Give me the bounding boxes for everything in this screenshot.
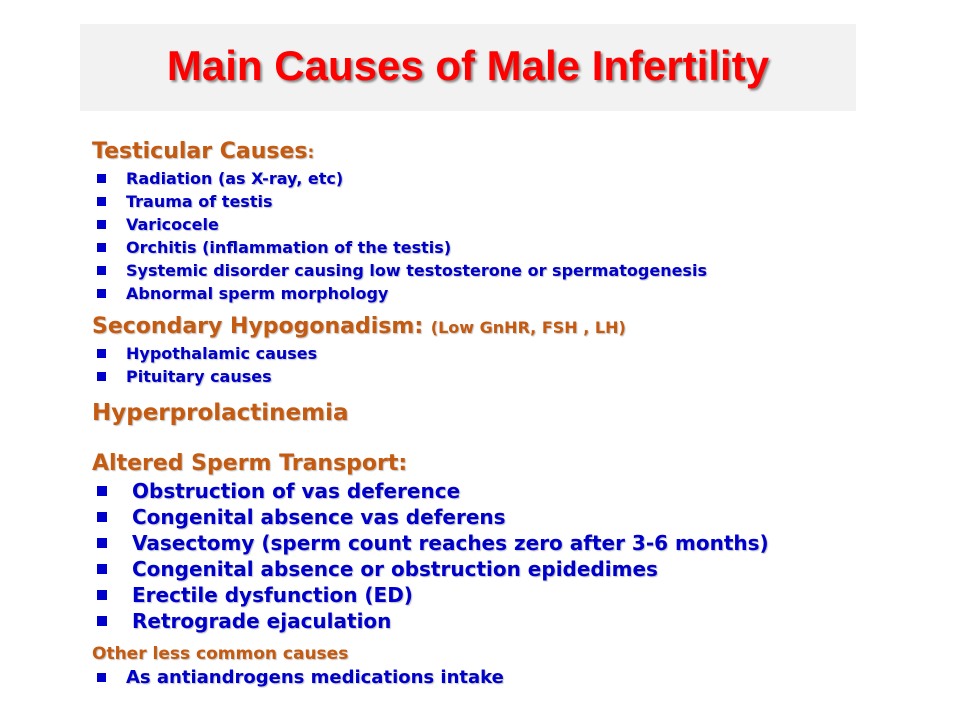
list-item [92,556,952,582]
list-item-text: Vasectomy (sperm count reaches zero after 3-6 months) [132,531,769,555]
list-item [92,530,952,556]
square-bullet-icon [97,266,106,275]
square-bullet-icon [97,349,106,358]
square-bullet-icon [97,372,106,381]
list-item [92,504,952,530]
square-bullet-icon [97,538,107,548]
section-heading-sperm-transport: Altered Sperm Transport: [92,451,408,476]
square-bullet-icon [97,220,106,229]
list-item [92,236,952,259]
section-heading-note: (Low GnHR, FSH , LH) [430,318,626,337]
square-bullet-icon [97,174,106,183]
square-bullet-icon [97,616,107,626]
square-bullet-icon [97,564,107,574]
list-item-text: Radiation (as X-ray, etc) [126,169,344,188]
list-item [92,478,952,504]
list-item [92,282,952,305]
title-banner [80,24,856,111]
section-heading-suffix: : [307,143,315,163]
list-item [92,342,952,365]
list-item-text: Pituitary causes [126,367,272,386]
square-bullet-icon [97,673,106,682]
square-bullet-icon [97,512,107,522]
list-item [92,213,952,236]
list-item [92,582,952,608]
slide-content [92,138,952,690]
list-item-text: Retrograde ejaculation [132,609,392,633]
testicular-causes-list [92,167,952,305]
list-item-text: Erectile dysfunction (ED) [132,583,413,607]
other-causes-list [92,666,952,690]
section-heading-hypogonadism [92,313,952,342]
section-heading-text: Testicular Causes [92,139,308,164]
list-item [92,666,952,690]
list-item-text: Abnormal sperm morphology [126,284,389,303]
list-item-text: Orchitis (inflammation of the testis) [126,238,452,257]
list-item-text: Hypothalamic causes [126,344,318,363]
list-item [92,259,952,282]
list-item-text: Congenital absence vas deferens [132,505,506,529]
section-heading-other-causes: Other less common causes [92,644,349,664]
section-heading-testicular [92,138,952,167]
section-heading-hyperprolactinemia: Hyperprolactinemia [92,400,349,426]
square-bullet-icon [97,243,106,252]
list-item-text: Systemic disorder causing low testosterone or spermatogenesis [126,261,707,280]
list-item [92,167,952,190]
list-item-text: Congenital absence or obstruction epidedimes [132,557,658,581]
section-heading-text: Secondary Hypogonadism: [92,314,424,339]
list-item-text: Trauma of testis [126,192,273,211]
sperm-transport-causes-list [92,478,952,634]
page-title: Main Causes of Male Infertility [166,42,770,89]
list-item [92,608,952,634]
list-item-text: Obstruction of vas deference [132,479,461,503]
square-bullet-icon [97,289,106,298]
list-item-text: Varicocele [126,215,219,234]
square-bullet-icon [97,486,107,496]
square-bullet-icon [97,590,107,600]
list-item [92,365,952,388]
hypogonadism-causes-list [92,342,952,388]
square-bullet-icon [97,197,106,206]
list-item-text: As antiandrogens medications intake [126,667,504,688]
list-item [92,190,952,213]
